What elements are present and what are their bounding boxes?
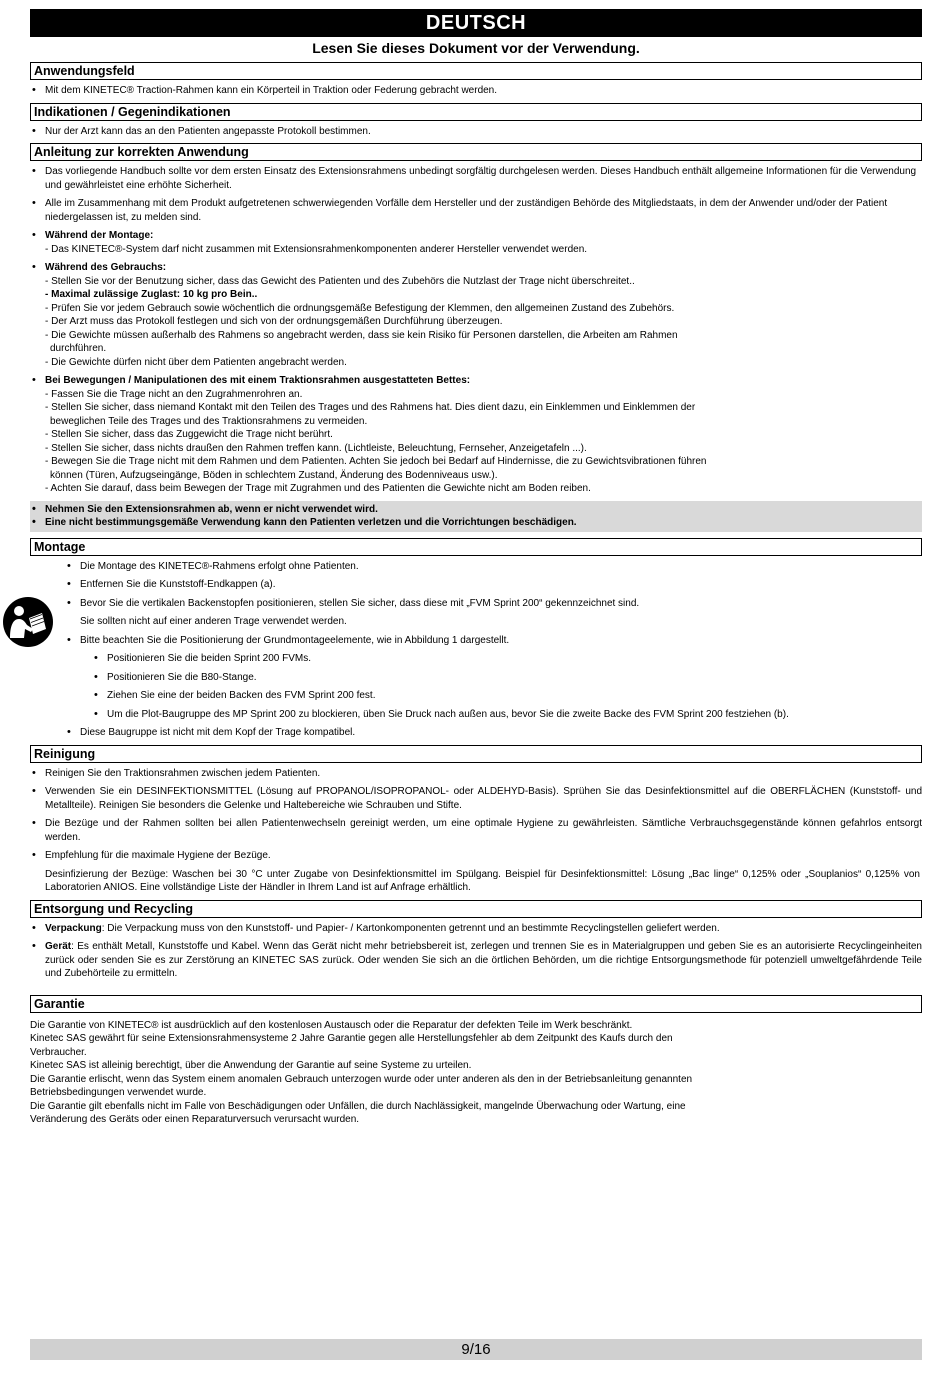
section-heading-anleitung: Anleitung zur korrekten Anwendung (30, 143, 922, 161)
list-item (30, 229, 922, 256)
list-item: • Die Montage des KINETEC®-Rahmens erfolgt ohne Patienten. (65, 560, 922, 574)
text-line: Kinetec SAS gewährt für seine Extensionsrahmensysteme 2 Jahre Garantie gegen alle Herstellungsfehler ab dem Zeitpunkt des Kaufs durch den (30, 1033, 673, 1044)
section-heading-indikationen: Indikationen / Gegenindikationen (30, 103, 922, 121)
section-heading-anwendungsfeld: Anwendungsfeld (30, 62, 922, 80)
text-line: können (Türen, Aufzugseingänge, Böden in schlechtem Zustand, Änderung des Bodenniveaus usw.). (50, 469, 498, 481)
text-line: durchführen. (50, 343, 107, 354)
page-number: 9/16 (30, 1339, 922, 1360)
text-line: - Die Gewichte dürfen nicht über dem Patienten angebracht werden. (45, 356, 347, 368)
list-item: • Bitte beachten Sie die Positionierung der Grundmontageelemente, wie in Abbildung 1 dargestellt. (65, 634, 922, 648)
montage-subheading: • Während der Montage: (45, 230, 154, 241)
warning-item: • Nehmen Sie den Extensionsrahmen ab, wenn er nicht verwendet wird. (30, 503, 922, 517)
read-manual-icon (2, 596, 54, 648)
text-line: Veränderung des Geräts oder einen Reparaturversuch verursacht wurden. (30, 1114, 360, 1125)
text-line: - Der Arzt muss das Protokoll festlegen und sich von der ordnungsgemäßen Durchführung überzeugen. (45, 316, 503, 327)
section-heading-montage: Montage (30, 538, 922, 556)
list-item: • Entfernen Sie die Kunststoff-Endkappen (a). (65, 578, 922, 592)
bewegung-subheading: • Bei Bewegungen / Manipulationen des mit einem Traktionsrahmen ausgestatteten Bettes: (45, 375, 471, 386)
document-page (30, 9, 922, 1127)
list-item: • Ziehen Sie eine der beiden Backen des FVM Sprint 200 fest. (92, 689, 922, 703)
item-text: : Es enthält Metall, Kunststoffe und Kabel. Wenn das Gerät nicht mehr betriebsbereit ist, zerlegen und trennen Sie es in Materialgruppen und geben Sie es an autorisierte Recyclingeinheiten zurück oder senden Sie es zur Zerstörung an KINETEC SAS zurück. Oder wenden Sie sich an die örtlichen Behörden, um die richtige Entsorgungsmethode für potenziell umweltgefährdende Teile und Zubehörteile zu ermitteln. (45, 941, 922, 979)
text-line: - Das KINETEC®-System darf nicht zusammen mit Extensionsrahmenkomponenten anderer Hersteller verwendet werden. (45, 243, 588, 255)
text-line: Verbraucher. (30, 1046, 87, 1058)
text-line: Kinetec SAS ist alleinig berechtigt, über die Anwendung der Garantie auf seine Systeme zu urteilen. (30, 1060, 472, 1071)
item-label: Gerät (45, 941, 72, 952)
list-item: • Reinigen Sie den Traktionsrahmen zwischen jedem Patienten. (30, 767, 922, 781)
anwendungsfeld-list (30, 84, 922, 98)
text-line: - Stellen Sie sicher, dass niemand Kontakt mit den Teilen des Trages und des Rahmens hat. Dies dient dazu, ein Einklemmen und Einklemmen der (45, 402, 696, 413)
list-item: • Nur der Arzt kann das an den Patienten angepasste Protokoll bestimmen. (30, 125, 922, 139)
item-text: : Die Verpackung muss von den Kunststoff- und Papier- / Kartonkomponenten getrennt und an bestimmte Recyclingstellen geliefert werden. (101, 922, 720, 934)
list-item: • Diese Baugruppe ist nicht mit dem Kopf der Trage kompatibel. (65, 726, 922, 740)
warning-box (30, 501, 922, 532)
indikationen-list (30, 125, 922, 139)
entsorgung-list (30, 922, 922, 981)
text-line: Die Garantie von KINETEC® ist ausdrücklich auf den kostenlosen Austausch oder die Reparatur der defekten Teile im Werk beschränkt. (30, 1019, 633, 1031)
reinigung-note: Desinfizierung der Bezüge: Waschen bei 30 °C unter Zugabe von Desinfektionsmittel im Spülgang. Beispiel für Desinfektionsmittel: Lösung „Bac linge“ 0,125% oder „Souplanios“ 0,125% von Laboratorien ANIOS. Eine vollständige Liste der Händler in Ihrem Land ist auf Anfrage erhältlich. (45, 868, 920, 893)
language-banner: DEUTSCH (30, 9, 922, 37)
text-line: - Stellen Sie vor der Benutzung sicher, dass das Gewicht des Patienten und des Zubehörs die Nutzlast der Trage nicht überschreitet.. (45, 275, 635, 287)
list-item: • Positionieren Sie die beiden Sprint 200 FVMs. (92, 652, 922, 666)
text-line: - Fassen Sie die Trage nicht an den Zugrahmenrohren an. (45, 388, 303, 400)
text-line: - Achten Sie darauf, dass beim Bewegen der Trage mit Zugrahmen und des Patienten die Gewichte nicht am Boden reiben. (45, 483, 591, 494)
list-item: • Das vorliegende Handbuch sollte vor dem ersten Einsatz des Extensionsrahmens unbedingt sorgfältig durchgelesen werden. Dieses Handbuch enthält allgemeine Informationen für die Verwendung und gewährleistet eine erhöhte Sicherheit. (30, 165, 922, 192)
item-label: Verpackung (45, 922, 102, 934)
section-heading-reinigung: Reinigung (30, 745, 922, 763)
list-item (30, 261, 922, 369)
section-heading-entsorgung: Entsorgung und Recycling (30, 900, 922, 918)
text-line: - Stellen Sie sicher, dass das Zuggewicht die Trage nicht berührt. (45, 429, 333, 440)
montage-list (30, 560, 922, 611)
list-item: • Die Bezüge und der Rahmen sollten bei allen Patientenwechseln gereinigt werden, um eine optimale Hygiene zu gewährleisten. Sämtliche Verbrauchsgegenstände können gefahrlos entsorgt werden. (30, 817, 922, 844)
list-item: • Alle im Zusammenhang mit dem Produkt aufgetretenen schwerwiegenden Vorfälle dem Hersteller und der zuständigen Behörde des Mitgliedstaats, in dem der Anwender und/oder der Patient niedergelassen ist, zu melden sind. (30, 197, 922, 224)
text-line: Betriebsbedingungen verwendet wurde. (30, 1087, 207, 1098)
list-item: • Verwenden Sie ein DESINFEKTIONSMITTEL (Lösung auf PROPANOL/ISOPROPANOL- oder ALDEHYD-Basis). Sprühen Sie das Desinfektionsmittel auf die OBERFLÄCHEN (Kunststoff- und Metallteile). Reinigen Sie besonders die Gelenke und Haltebereiche wie Schrauben und Stifte. (30, 785, 922, 812)
text-line: - Bewegen Sie die Trage nicht mit dem Rahmen und dem Patienten. Achten Sie jedoch bei Bedarf auf Hindernisse, die zu Gewichtsvibrationen führen (45, 456, 707, 467)
list-item: • Mit dem KINETEC® Traction-Rahmen kann ein Körperteil in Traktion oder Federung gebracht werden. (30, 84, 922, 98)
document-subtitle: Lesen Sie dieses Dokument vor der Verwendung. (312, 40, 640, 56)
text-line: - Stellen Sie sicher, dass nichts draußen den Rahmen treffen kann. (Lichtleiste, Beleuchtung, Fernseher, Anzeigetafeln ...). (45, 442, 587, 454)
section-heading-garantie: Garantie (30, 995, 922, 1013)
list-item: • Bevor Sie die vertikalen Backenstopfen positionieren, stellen Sie sicher, dass diese mit „FVM Sprint 200“ gekennzeichnet sind. (65, 597, 922, 611)
list-item (30, 374, 922, 496)
text-line: Die Garantie erlischt, wenn das System einem anomalen Gebrauch unterzogen wurde oder unter anderen als den in der Betriebsanleitung genannten (30, 1073, 693, 1085)
anleitung-list (30, 165, 922, 496)
montage-note: Sie sollten nicht auf einer anderen Trage verwendet werden. (80, 616, 347, 627)
text-line: - Maximal zulässige Zuglast: 10 kg pro Bein.. (45, 289, 258, 300)
text-line: - Prüfen Sie vor jedem Gebrauch sowie wöchentlich die ordnungsgemäße Befestigung der Klemmen, den allgemeinen Zustand des Zubehörs. (45, 302, 675, 314)
list-item: • Positionieren Sie die B80-Stange. (92, 671, 922, 685)
montage-sublist (30, 652, 922, 721)
list-item: • Um die Plot-Baugruppe des MP Sprint 200 zu blockieren, üben Sie Druck nach außen aus, bevor Sie die zweite Backe des FVM Sprint 200 festziehen (b). (92, 708, 922, 722)
list-item (30, 940, 922, 981)
text-line: beweglichen Teile des Trages und des Traktionsrahmens zu vermeiden. (50, 415, 368, 427)
reinigung-list (30, 767, 922, 863)
warning-item: • Eine nicht bestimmungsgemäße Verwendung kann den Patienten verletzen und die Vorrichtungen beschädigen. (30, 516, 922, 530)
garantie-text (30, 1019, 922, 1127)
list-item (30, 922, 922, 936)
text-line: Die Garantie gilt ebenfalls nicht im Falle von Beschädigungen oder Unfällen, die durch Nachlässigkeit, mangelnde Überwachung oder Wartung, eine (30, 1100, 686, 1112)
gebrauch-subheading: • Während des Gebrauchs: (45, 262, 167, 273)
list-item: • Empfehlung für die maximale Hygiene der Bezüge. (30, 849, 922, 863)
text-line: - Die Gewichte müssen außerhalb des Rahmens so angebracht werden, dass sie kein Risiko für Personen darstellen, die Arbeiten am Rahmen (45, 329, 678, 341)
